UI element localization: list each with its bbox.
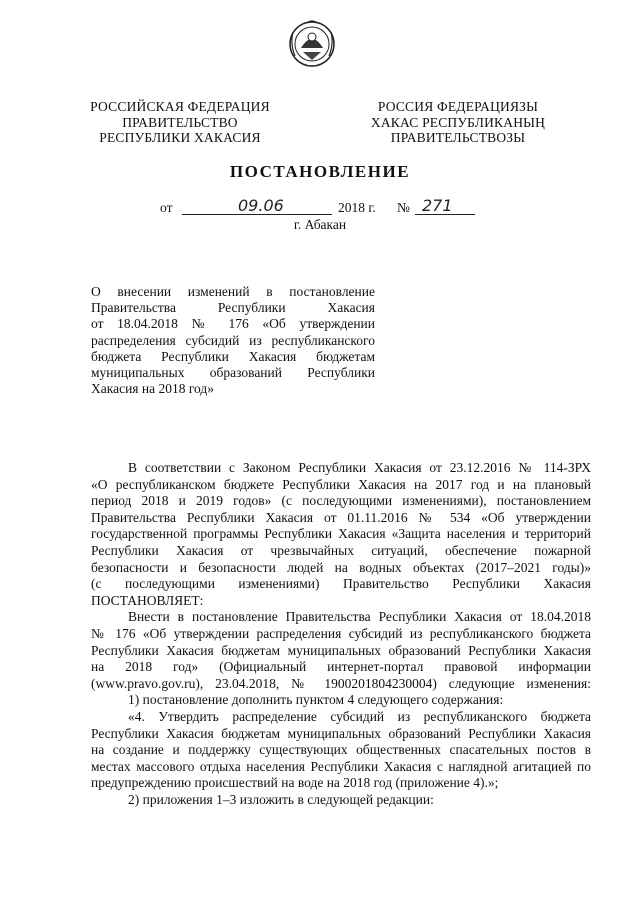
from-label: от [160, 200, 173, 215]
subject-line: бюджета Республики Хакасия бюджетам [91, 348, 375, 364]
body-line: безопасности и безопасности людей на водных объектах (2017–2021 годы)» [91, 559, 591, 575]
handwritten-number: 271 [422, 196, 453, 215]
header-right-line: РОССИЯ ФЕДЕРАЦИЯЗЫ [377, 99, 539, 114]
subject-line: О внесении изменений в постановление [91, 284, 375, 299]
subject-line: от 18.04.2018 № 176 «Об утверждении [91, 316, 375, 332]
subject-block [91, 284, 375, 397]
header-left-block [80, 99, 280, 146]
header-left-line: ПРАВИТЕЛЬСТВО [122, 114, 238, 130]
body-line: Республики Хакасия бюджетам муниципальных образований Республики Хакасия [91, 642, 591, 658]
body-line: (www.pravo.gov.ru), 23.04.2018, № 1900201804230004) следующие изменения: [91, 675, 591, 691]
subject-line: Правительства Республики Хакасия [91, 300, 375, 316]
body-line: период 2018 и 2019 годов» (с последующими изменениями), постановлением [91, 493, 591, 509]
body-line: 1) постановление дополнить пунктом 4 следующего содержания: [128, 692, 504, 708]
year-label: 2018 г. [338, 200, 376, 215]
body-line: местах массового отдыха населения Республики Хакасия с наглядной агитацией по [91, 758, 591, 774]
body-line: Правительства Республики Хакасия от 01.11.2016 № 534 «Об утверждении [91, 509, 591, 525]
date-number-line [160, 196, 490, 218]
body-line: В соответствии с Законом Республики Хакасия от 23.12.2016 № 114-ЗРХ [128, 460, 591, 475]
body-text [91, 460, 591, 808]
body-line: на создание и поддержку существующих общественных спасательных постов в [91, 742, 591, 758]
header-right-block [358, 99, 558, 146]
body-line: «О республиканском бюджете Республики Хакасия на 2017 год и на плановый [91, 476, 591, 492]
city-label: г. Абакан [293, 217, 347, 232]
body-line: на 2018 год» (Официальный интернет-портал правовой информации [91, 659, 591, 675]
header-left-line: РЕСПУБЛИКИ ХАКАСИЯ [99, 130, 261, 145]
subject-line: муниципальных образований Республики [91, 365, 375, 381]
coat-of-arms-emblem [287, 18, 337, 70]
body-line: государственной программы Республики Хакасия «Защита населения и территорий [91, 526, 591, 542]
body-line: предупреждению происшествий на воде на 2018 год (приложение 4).»; [91, 775, 499, 791]
body-line: № 176 «Об утверждении распределения субсидий из республиканского бюджета [91, 625, 591, 641]
handwritten-date: 09.06 [238, 196, 284, 215]
number-label: № [397, 200, 410, 215]
body-line: ПОСТАНОВЛЯЕТ: [91, 592, 204, 608]
header-right-line: ПРАВИТЕЛЬСТВОЗЫ [390, 130, 526, 145]
body-line: Республики Хакасия от чрезвычайных ситуаций, обеспечение пожарной [91, 542, 591, 558]
body-line: «4. Утвердить распределение субсидий из республиканского бюджета [128, 708, 591, 724]
body-line: (с последующими изменениями) Правительство Республики Хакасия [91, 576, 591, 592]
header-right-line: ХАКАС РЕСПУБЛИКАНЫҢ [370, 114, 546, 130]
header-left-line: РОССИЙСКАЯ ФЕДЕРАЦИЯ [90, 99, 270, 114]
body-line: 2) приложения 1–3 изложить в следующей редакции: [128, 791, 434, 807]
body-line: Республики Хакасия бюджетам муниципальных образований Республики Хакасия [91, 725, 591, 741]
body-line: Внести в постановление Правительства Республики Хакасия от 18.04.2018 [128, 609, 591, 625]
document-title: ПОСТАНОВЛЕНИЕ [229, 162, 411, 181]
subject-line: распределения субсидий из республиканского [91, 332, 375, 348]
subject-line: Хакасия на 2018 год» [91, 381, 215, 397]
